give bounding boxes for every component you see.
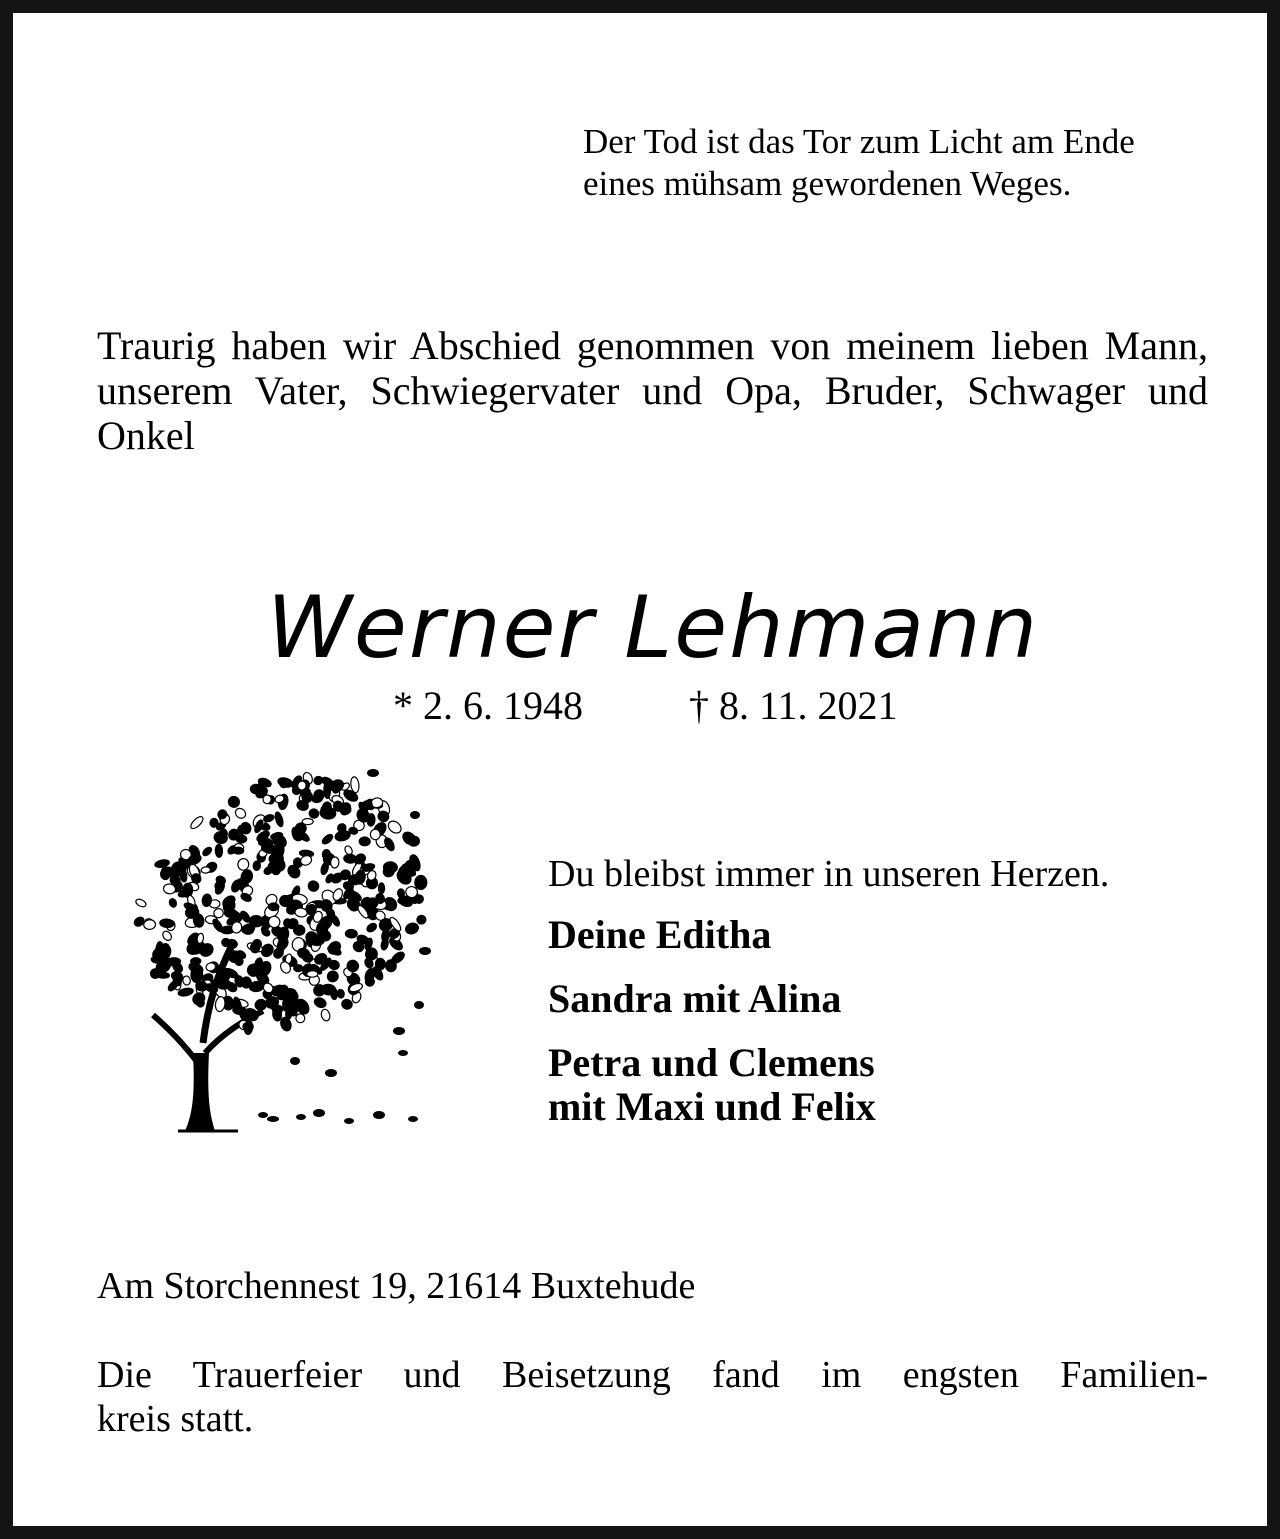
leaf bbox=[135, 898, 148, 908]
family-member-1: Deine Editha bbox=[548, 912, 772, 957]
leaf bbox=[313, 996, 328, 1009]
leaf bbox=[337, 989, 345, 999]
leaf bbox=[201, 867, 211, 874]
leaf bbox=[182, 975, 191, 985]
leaf bbox=[215, 844, 223, 857]
leaf bbox=[330, 857, 339, 868]
leaf bbox=[214, 880, 227, 895]
leaf bbox=[365, 922, 378, 934]
leaf bbox=[168, 898, 178, 909]
leaf bbox=[155, 942, 163, 958]
leaf bbox=[165, 957, 181, 966]
leaf bbox=[311, 794, 323, 803]
ceremony-notice bbox=[97, 1353, 1208, 1441]
leaf bbox=[163, 883, 176, 894]
family-signatures bbox=[548, 913, 1228, 1129]
leaf bbox=[415, 875, 427, 889]
leaf bbox=[143, 919, 155, 929]
leaf bbox=[306, 879, 321, 894]
leaf bbox=[242, 925, 254, 935]
leaf bbox=[321, 833, 335, 846]
leaf bbox=[241, 977, 251, 988]
leaf bbox=[309, 935, 324, 946]
leaf bbox=[383, 862, 397, 874]
motto-quote bbox=[583, 121, 1243, 205]
leaf bbox=[237, 858, 250, 871]
farewell-text: Du bleibst immer in unseren Herzen. bbox=[548, 853, 1110, 895]
leaf bbox=[214, 996, 226, 1012]
birth-date: * 2. 6. 1948 bbox=[393, 683, 583, 728]
death-date: † 8. 11. 2021 bbox=[689, 683, 898, 728]
family-member-3-line-1: Petra und Clemens bbox=[548, 1040, 875, 1085]
leaf bbox=[320, 1008, 331, 1022]
leaf bbox=[216, 979, 231, 990]
leaf bbox=[386, 819, 403, 836]
intro-text: Traurig haben wir Abschied genommen von meinem lieben Mann, unserem Vater, Schwiegervater und Opa, Bruder, Schwager und Onkel bbox=[97, 323, 1208, 458]
leaf bbox=[233, 847, 244, 855]
leaf bbox=[191, 966, 203, 982]
family-member-3-line-2: mit Maxi und Felix bbox=[548, 1084, 876, 1129]
leaf bbox=[159, 918, 174, 928]
leaf bbox=[307, 971, 318, 978]
leaf bbox=[263, 814, 275, 823]
leaf bbox=[268, 903, 279, 911]
leaf bbox=[308, 807, 321, 819]
leaf bbox=[359, 837, 370, 846]
leaf bbox=[408, 836, 420, 847]
leaf bbox=[201, 846, 213, 857]
windblown-tree-icon bbox=[123, 753, 453, 1143]
leaf bbox=[271, 864, 280, 875]
leaf bbox=[404, 922, 420, 936]
leaf bbox=[375, 958, 386, 970]
address: Am Storchennest 19, 21614 Buxtehude bbox=[97, 1265, 696, 1307]
leaf bbox=[274, 811, 285, 827]
deceased-name: Werner Lehmann bbox=[266, 578, 1040, 678]
leaf bbox=[325, 969, 340, 984]
leaf bbox=[370, 829, 381, 840]
family-member-3 bbox=[548, 1041, 1228, 1129]
ceremony-line-2: kreis statt. bbox=[97, 1398, 254, 1440]
leaf bbox=[383, 836, 396, 852]
leaf bbox=[236, 835, 247, 844]
motto-line-2: eines mühsam gewordenen Weges. bbox=[583, 164, 1072, 203]
leaf bbox=[320, 862, 330, 876]
leaf bbox=[250, 784, 261, 793]
motto-line-1: Der Tod ist das Tor zum Licht am Ende bbox=[583, 122, 1135, 161]
leaf bbox=[226, 794, 241, 809]
leaf bbox=[189, 815, 205, 831]
leaf bbox=[233, 806, 247, 820]
tree-canopy bbox=[133, 771, 427, 1035]
ceremony-line-1: Die Trauerfeier und Beisetzung fand im engsten Familien- bbox=[97, 1354, 1208, 1396]
leaf bbox=[341, 998, 354, 1010]
leaf bbox=[345, 929, 357, 938]
farewell-message bbox=[548, 851, 1228, 897]
leaf bbox=[397, 889, 404, 898]
leaf bbox=[378, 883, 384, 894]
leaf bbox=[161, 930, 173, 943]
leaf bbox=[416, 915, 426, 925]
family-member-2: Sandra mit Alina bbox=[548, 976, 842, 1021]
